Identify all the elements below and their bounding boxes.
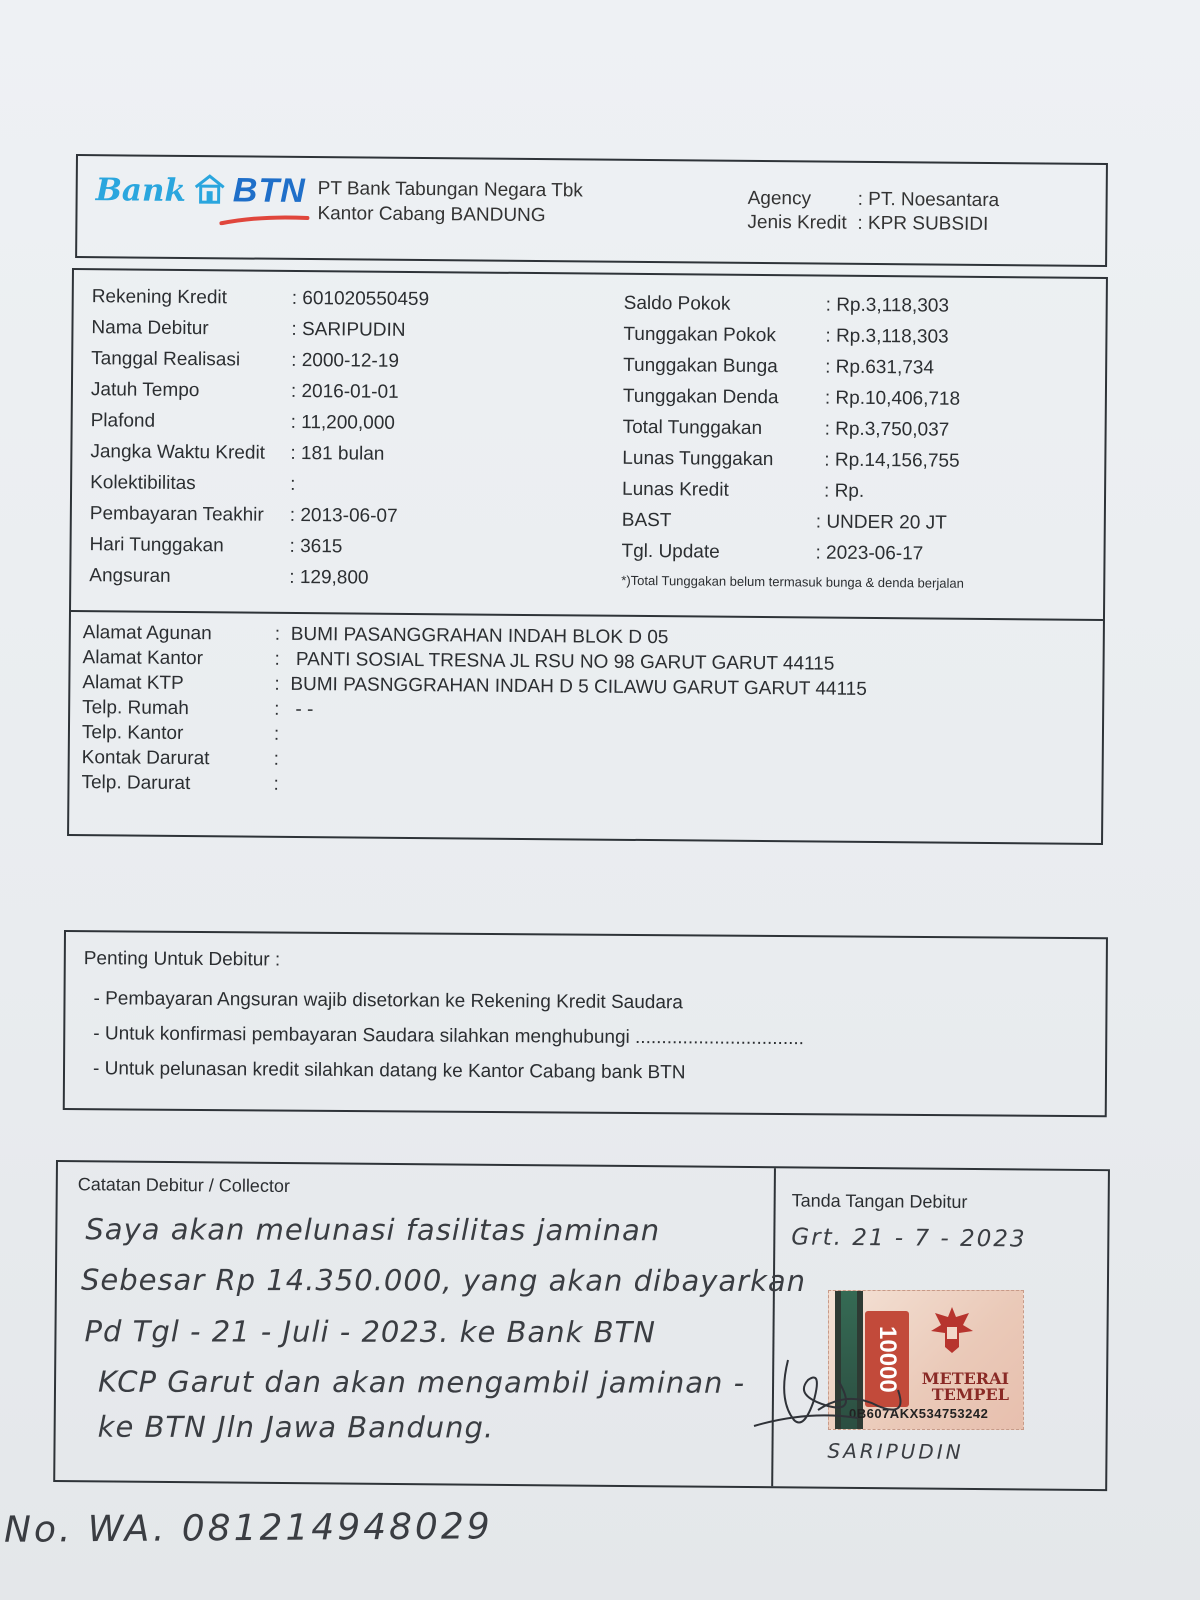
field-label: Jatuh Tempo [90, 379, 200, 402]
field-value: : 601020550459 [291, 287, 430, 311]
field-label: Tunggakan Denda [622, 385, 779, 409]
penting-item: - Untuk konfirmasi pembayaran Saudara silahkan menghubungi ................................ [93, 1023, 805, 1050]
field-label: Angsuran [89, 565, 171, 587]
field-label: Alamat Kantor [82, 647, 204, 670]
field-value: : Rp.3,118,303 [825, 325, 949, 348]
field-label: Tanggal Realisasi [91, 348, 241, 371]
handwritten-note-line: ke BTN Jln Jawa Bandung. [97, 1409, 495, 1445]
field-label: Saldo Pokok [623, 292, 731, 315]
handwritten-note-line: Sebesar Rp 14.350.000, yang akan dibayarkan [80, 1262, 807, 1299]
field-label: Telp. Darurat [81, 772, 191, 795]
penting-title: Penting Untuk Debitur : [83, 948, 281, 971]
header-box [75, 154, 1108, 267]
tanda-tangan-title: Tanda Tangan Debitur [791, 1190, 968, 1212]
stamp-denomination: 10000 [865, 1311, 909, 1407]
handwritten-note-line: Pd Tgl - 21 - Juli - 2023. ke Bank BTN [84, 1314, 656, 1350]
field-colon: : [274, 623, 281, 645]
field-label: Lunas Kredit [621, 478, 729, 501]
field-value: BUMI PASANGGRAHAN INDAH BLOK D 05 [290, 623, 669, 649]
field-value: : Rp.10,406,718 [824, 387, 961, 410]
jenis-kredit-value: : KPR SUBSIDI [857, 212, 989, 235]
signature-date: Grt. 21 - 7 - 2023 [791, 1224, 1027, 1253]
penting-box [63, 930, 1108, 1117]
field-value: : 181 bulan [290, 442, 385, 465]
field-label: Kolektibilitas [90, 472, 196, 495]
penting-item: - Untuk pelunasan kredit silahkan datang ke Kantor Cabang bank BTN [92, 1058, 686, 1084]
field-colon: : [274, 673, 280, 695]
stamp-line2: TEMPEL [931, 1385, 1009, 1404]
jenis-kredit-label: Jenis Kredit [747, 211, 847, 234]
field-value: : 2016-01-01 [290, 380, 399, 403]
field-value: : 2023-06-17 [815, 542, 924, 565]
handwritten-note-line: KCP Garut dan akan mengambil jaminan - [98, 1364, 746, 1400]
field-value: : Rp.3,750,037 [824, 418, 950, 441]
logo-bank-text: Bank [95, 172, 187, 209]
stamp-serial: 0B607AKX534753242 [849, 1406, 989, 1421]
field-colon: : [273, 723, 280, 745]
field-label: Total Tunggakan [622, 416, 763, 440]
field-label: Plafond [90, 410, 156, 432]
stamp-line1: METERAI [921, 1369, 1009, 1388]
field-label: Alamat KTP [82, 672, 184, 694]
field-label: Tunggakan Bunga [623, 354, 778, 378]
company-name: PT Bank Tabungan Negara Tbk [317, 178, 583, 202]
field-colon: : [274, 648, 280, 670]
field-colon: : [274, 698, 280, 720]
field-value: BUMI PASNGGRAHAN INDAH D 5 CILAWU GARUT GARUT 44115 [290, 673, 867, 700]
field-value: : 2013-06-07 [289, 504, 398, 527]
field-value: : [290, 473, 296, 495]
field-label: Tgl. Update [621, 540, 720, 563]
wa-contact-note: No. WA. 081214948029 [3, 1506, 493, 1551]
field-value: : Rp.14,156,755 [824, 449, 960, 472]
field-colon: : [273, 748, 280, 770]
section-divider [71, 610, 1103, 621]
penting-item: - Pembayaran Angsuran wajib disetorkan ke Rekening Kredit Saudara [93, 988, 683, 1014]
field-value: : SARIPUDIN [291, 318, 406, 341]
field-label: Tunggakan Pokok [623, 323, 776, 347]
field-value: - - [290, 698, 314, 721]
catatan-title: Catatan Debitur / Collector [77, 1174, 290, 1197]
handwritten-note-line: Saya akan melunasi fasilitas jaminan [85, 1212, 661, 1248]
field-label: Pembayaran Teakhir [89, 503, 264, 526]
field-value: : 11,200,000 [290, 411, 395, 434]
field-label: BAST [621, 509, 672, 532]
field-value: : Rp.3,118,303 [825, 294, 950, 317]
field-value: PANTI SOSIAL TRESNA JL RSU NO 98 GARUT GARUT 44115 [290, 648, 835, 675]
field-label: Alamat Agunan [82, 622, 212, 645]
field-label: Telp. Kantor [81, 722, 184, 744]
branch-name: Kantor Cabang BANDUNG [317, 203, 546, 227]
field-value: : UNDER 20 JT [815, 511, 947, 534]
field-value: : Rp.631,734 [825, 356, 935, 379]
bank-btn-logo [96, 170, 306, 211]
field-label: Lunas Tunggakan [622, 447, 774, 471]
signature-name: SARIPUDIN [827, 1438, 964, 1464]
field-value: : Rp. [823, 480, 865, 502]
field-label: Nama Debitur [91, 317, 209, 340]
field-value: : 3615 [289, 535, 343, 558]
field-colon: : [273, 773, 279, 795]
footnote: *)Total Tunggakan belum termasuk bunga & denda berjalan [621, 572, 964, 591]
agency-value: : PT. Noesantara [857, 188, 1000, 212]
credit-info-box [67, 268, 1108, 845]
field-label: Jangka Waktu Kredit [90, 441, 266, 464]
logo-btn-text: BTN [232, 171, 306, 211]
logo-swoosh-icon [219, 213, 309, 226]
field-value: : 2000-12-19 [291, 349, 400, 372]
field-value: : 129,800 [289, 566, 369, 589]
field-label: Kontak Darurat [81, 747, 210, 770]
agency-label: Agency [747, 187, 812, 210]
field-label: Hari Tunggakan [89, 534, 224, 557]
signature-scribble-icon [748, 1340, 968, 1450]
field-label: Telp. Rumah [82, 697, 189, 720]
house-logo-icon [192, 173, 226, 205]
field-label: Rekening Kredit [91, 286, 228, 309]
